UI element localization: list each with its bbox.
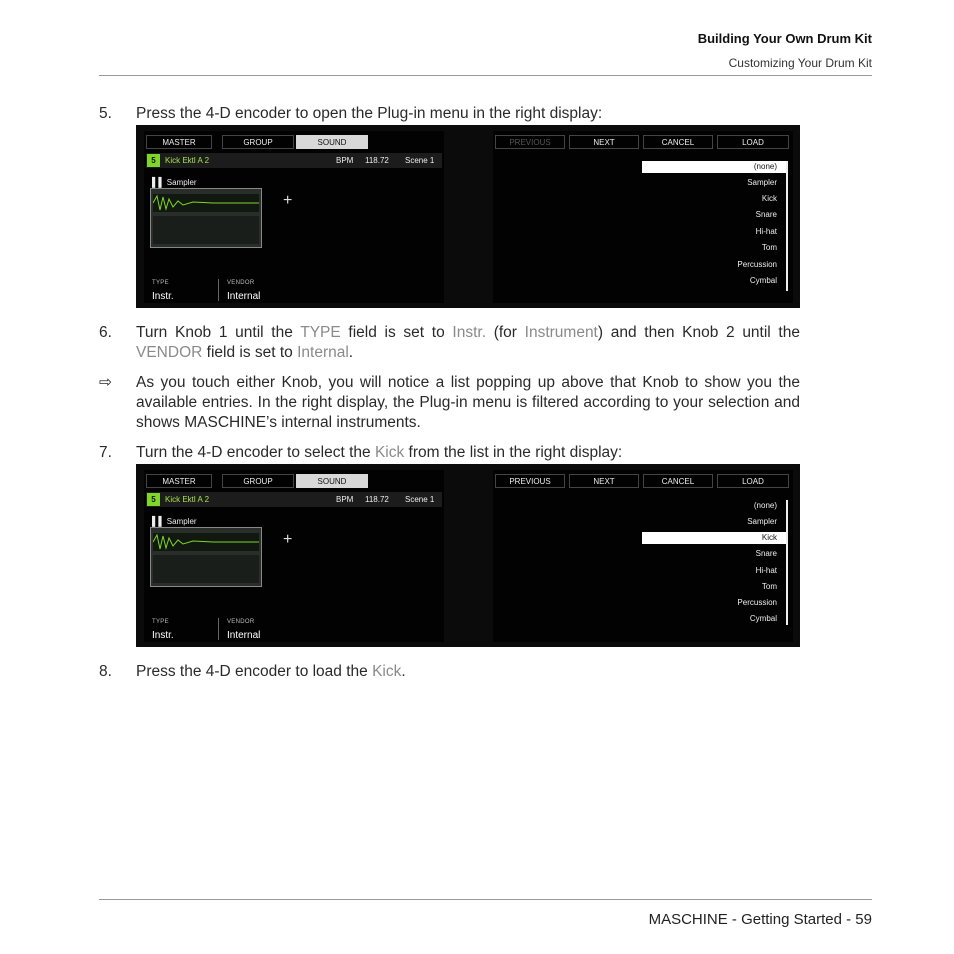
text-run: . xyxy=(348,344,354,361)
text-run: (for xyxy=(486,324,525,341)
piano-keys-icon: ▌▌ xyxy=(152,177,165,187)
pad-number: 5 xyxy=(147,154,160,167)
result-text: As you touch either Knob, you will notice a list popping up above that Knob to show you the available entries. In the right display, the Plug-in menu is filtered according to your selection and shows MASCHINE’s internal instruments. xyxy=(136,374,800,431)
right-display xyxy=(493,131,793,303)
type-label: TYPE xyxy=(152,280,169,286)
scene-label: Scene 1 xyxy=(405,156,435,165)
right-display xyxy=(493,470,793,642)
list-item: Sampler xyxy=(747,178,777,187)
list-item: Kick xyxy=(761,533,777,542)
text-run: . xyxy=(401,663,406,680)
text-run: Turn the 4-D encoder to select the xyxy=(136,444,375,461)
tab-master: MASTER xyxy=(146,474,212,488)
list-item: Hi-hat xyxy=(755,566,777,575)
plugin-label: Sampler xyxy=(166,517,197,526)
bpm-label: BPM xyxy=(336,495,354,504)
add-plugin-icon: + xyxy=(283,192,293,209)
sampler-thumbnail xyxy=(150,188,262,248)
list-item: Snare xyxy=(755,549,777,558)
sound-name: Kick Ektl A 2 xyxy=(165,495,210,504)
tab-cancel: CANCEL xyxy=(643,474,713,488)
waveform xyxy=(153,194,259,212)
sound-name: Kick Ektl A 2 xyxy=(165,156,210,165)
vendor-label: VENDOR xyxy=(227,280,255,286)
list-item: (none) xyxy=(753,162,777,171)
step-5 xyxy=(99,104,800,124)
waveform-graphic xyxy=(153,533,259,551)
list-item: Percussion xyxy=(737,598,777,607)
tab-group: GROUP xyxy=(222,474,294,488)
instr-term: Instr. xyxy=(452,324,487,341)
list-item: Sampler xyxy=(747,517,777,526)
step-text: Press the 4-D encoder to open the Plug-in menu in the right display: xyxy=(136,105,603,122)
kick-term: Kick xyxy=(372,663,402,680)
text-run: field is set to xyxy=(340,324,453,341)
sound-bar xyxy=(146,492,442,507)
page-footer: MASCHINE - Getting Started - 59 xyxy=(648,911,872,928)
bpm-label: BPM xyxy=(336,156,354,165)
text-run: Press the 4-D encoder to load the xyxy=(136,663,373,680)
list-item: (none) xyxy=(753,501,777,510)
plugin-label: Sampler xyxy=(166,178,197,187)
tab-group: GROUP xyxy=(222,135,294,149)
waveform xyxy=(153,533,259,551)
text-run: ) and then Knob 2 until the xyxy=(597,324,800,341)
plugin-name xyxy=(152,516,197,526)
text-run: Turn Knob 1 until the xyxy=(136,324,301,341)
text-run: field is set to xyxy=(202,344,298,361)
vendor-value: Internal xyxy=(227,291,261,302)
step-7 xyxy=(99,443,800,463)
piano-keys-icon: ▌▌ xyxy=(152,516,165,526)
maschine-screenshot-2 xyxy=(136,464,800,647)
step-text xyxy=(136,662,800,682)
step-text xyxy=(136,323,800,363)
add-plugin-icon: + xyxy=(283,531,293,548)
left-display xyxy=(144,470,444,642)
tab-previous: PREVIOUS xyxy=(495,135,565,149)
step-number: 7. xyxy=(99,444,112,461)
vendor-value: Internal xyxy=(227,630,261,641)
type-value: Instr. xyxy=(152,630,174,641)
vendor-term: VENDOR xyxy=(136,344,203,361)
result-note xyxy=(99,373,800,433)
list-item: Percussion xyxy=(737,260,777,269)
knob-row xyxy=(153,216,259,244)
kick-term: Kick xyxy=(374,444,405,461)
tab-load: LOAD xyxy=(717,474,789,488)
tab-next: NEXT xyxy=(569,474,639,488)
knob-row xyxy=(153,555,259,583)
header-rule xyxy=(99,75,872,76)
instrument-term: Instrument xyxy=(524,324,598,341)
tab-master: MASTER xyxy=(146,135,212,149)
step-8 xyxy=(99,662,800,682)
step-number: 6. xyxy=(99,324,112,341)
waveform-graphic xyxy=(153,194,259,212)
footer-rule xyxy=(99,899,872,900)
sound-bar xyxy=(146,153,442,168)
sampler-thumbnail xyxy=(150,527,262,587)
step-6 xyxy=(99,323,800,363)
text-run: from the list in the right display: xyxy=(404,444,623,461)
list-item: Cymbal xyxy=(749,614,777,623)
field-divider xyxy=(218,618,219,640)
step-number: 8. xyxy=(99,663,112,680)
scene-label: Scene 1 xyxy=(405,495,435,504)
list-item: Hi-hat xyxy=(755,227,777,236)
internal-term: Internal xyxy=(297,344,349,361)
pad-number: 5 xyxy=(147,493,160,506)
left-display xyxy=(144,131,444,303)
vendor-label: VENDOR xyxy=(227,619,255,625)
header-subtitle: Customizing Your Drum Kit xyxy=(728,56,872,70)
list-item: Cymbal xyxy=(749,276,777,285)
tab-next: NEXT xyxy=(569,135,639,149)
type-term: TYPE xyxy=(300,324,341,341)
list-item: Kick xyxy=(761,194,777,203)
list-scrollbar xyxy=(786,500,788,625)
list-item: Tom xyxy=(761,582,777,591)
bpm-value: 118.72 xyxy=(365,495,389,504)
type-value: Instr. xyxy=(152,291,174,302)
list-scrollbar xyxy=(786,161,788,291)
field-divider xyxy=(218,279,219,301)
plugin-name xyxy=(152,177,197,187)
header-title: Building Your Own Drum Kit xyxy=(697,31,872,46)
list-item: Snare xyxy=(755,210,777,219)
tab-sound: SOUND xyxy=(296,135,368,149)
result-arrow-icon: ⇨ xyxy=(99,374,112,391)
step-number: 5. xyxy=(99,105,112,122)
type-label: TYPE xyxy=(152,619,169,625)
bpm-value: 118.72 xyxy=(365,156,389,165)
tab-sound: SOUND xyxy=(296,474,368,488)
tab-cancel: CANCEL xyxy=(643,135,713,149)
tab-previous: PREVIOUS xyxy=(495,474,565,488)
step-text xyxy=(136,443,800,463)
list-item: Tom xyxy=(761,243,777,252)
maschine-screenshot-1 xyxy=(136,125,800,308)
tab-load: LOAD xyxy=(717,135,789,149)
